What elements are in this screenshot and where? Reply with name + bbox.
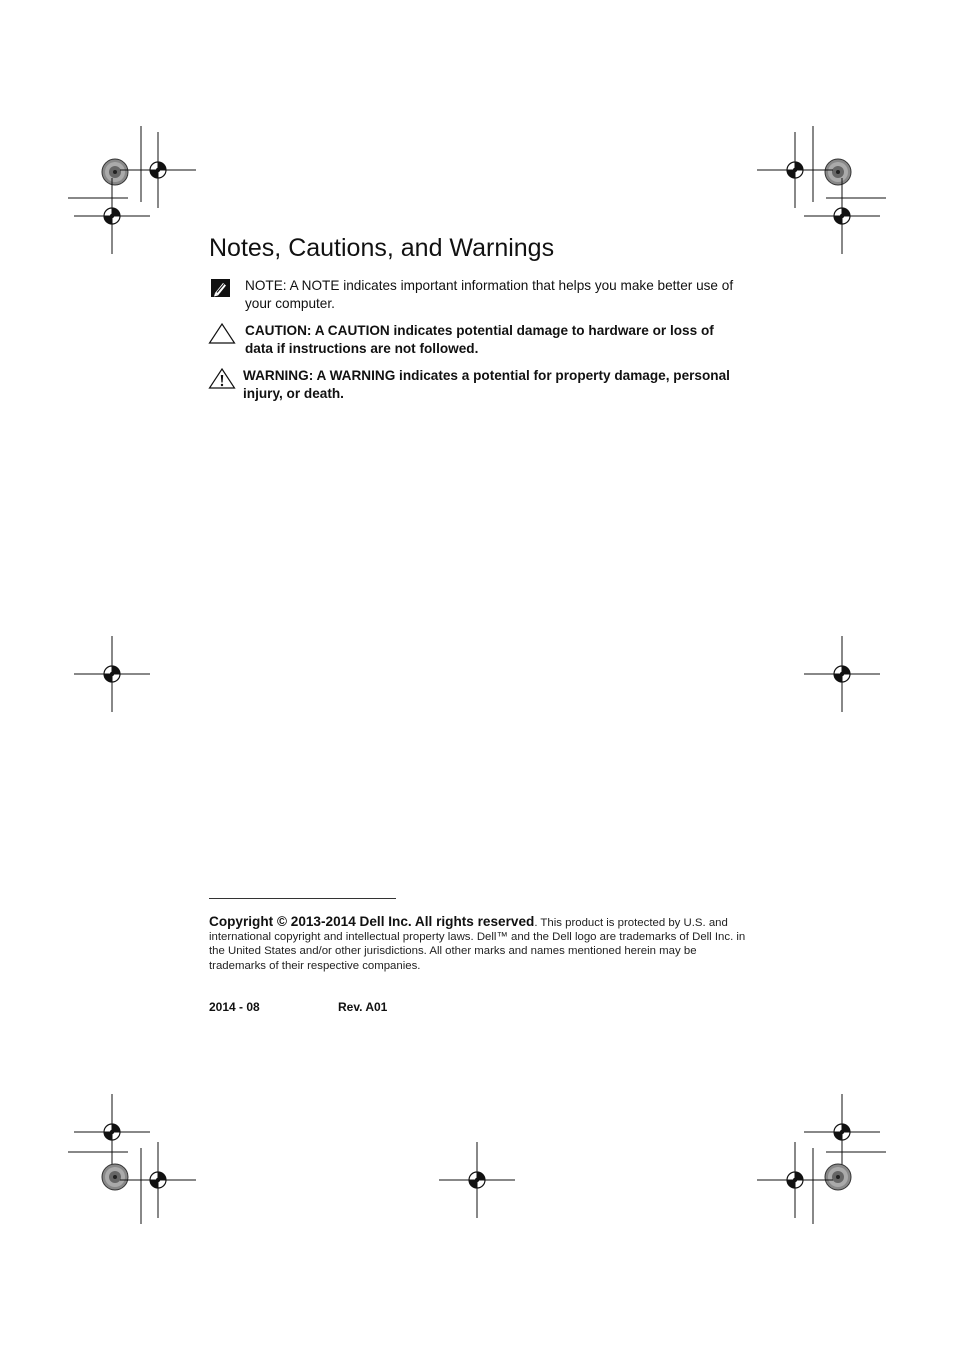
registration-mark-icon <box>804 1094 880 1170</box>
caution-triangle-icon <box>208 323 236 350</box>
revision-number: Rev. A01 <box>338 1000 388 1014</box>
color-star-target-icon <box>102 159 128 185</box>
warning-text: WARNING: A WARNING indicates a potential for property damage, personal injury, or death. <box>243 368 730 401</box>
warning-exclamation-triangle-icon <box>208 368 236 395</box>
copyright-lead: Copyright © 2013-2014 Dell Inc. All rights reserved <box>209 914 535 929</box>
copyright-body: . This product is protected by U.S. and international copyright and intellectual property laws. Dell™ and the Dell logo are trademarks of Dell Inc. in the United States and/or other jurisdictions. All other marks and names mentioned herein may be trademarks of their respective companies. <box>209 917 746 972</box>
registration-mark-icon <box>804 636 880 712</box>
page-title: Notes, Cautions, and Warnings <box>209 234 555 262</box>
note-pencil-icon <box>208 278 232 305</box>
registration-mark-icon <box>439 1142 515 1218</box>
registration-mark-icon <box>74 636 150 712</box>
registration-mark-icon <box>757 1142 833 1218</box>
copyright-statement <box>209 915 749 973</box>
note-text: A NOTE indicates important information that helps you make better use of your computer. <box>245 278 734 311</box>
caution-text: CAUTION: A CAUTION indicates potential damage to hardware or loss of data if instructions are not followed. <box>245 323 714 356</box>
note-label: NOTE: <box>245 278 287 293</box>
color-star-target-icon <box>825 159 851 185</box>
color-star-target-icon <box>825 1164 851 1190</box>
registration-mark-icon <box>120 132 196 208</box>
registration-mark-icon <box>757 132 833 208</box>
registration-mark-icon <box>120 1142 196 1218</box>
color-star-target-icon <box>102 1164 128 1190</box>
publication-date: 2014 - 08 <box>209 1000 260 1014</box>
registration-mark-icon <box>74 1094 150 1170</box>
footnote-divider <box>209 898 396 899</box>
registration-mark-icon <box>74 178 150 254</box>
registration-mark-icon <box>804 178 880 254</box>
